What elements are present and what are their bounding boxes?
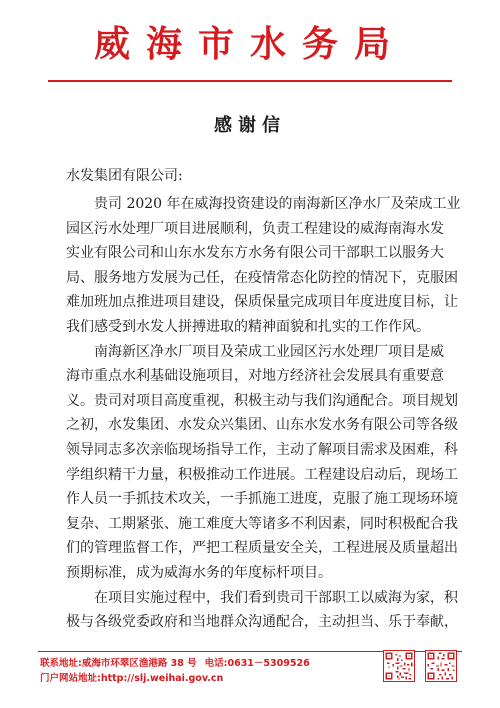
phone-label: 电话: (204, 658, 228, 669)
body-line: 复杂、工期紧张、施工难度大等诸多不利因素，同时积极配合我 (66, 515, 458, 532)
footer-address-row (40, 656, 370, 671)
body-line: 难加班加点推进项目建设，保质保量完成项目年度进度目标，让 (66, 294, 458, 311)
letter-body (66, 192, 461, 635)
letterhead-rule (48, 80, 452, 82)
body-line: 贵司 2020 年在威海投资建设的南海新区净水厂及荣成工业 (94, 196, 461, 212)
footer-website-row (40, 671, 370, 686)
qr-code-icon (383, 650, 415, 682)
body-line: 预期标准，成为威海水务的年度标杆项目。 (66, 564, 332, 581)
salutation: 水发集团有限公司: (66, 168, 183, 184)
body-line: 作人员一手抓技术攻关，一手抓施工进度，克服了施工现场环境 (66, 491, 458, 508)
paragraph-2 (66, 340, 458, 586)
body-line: 我们感受到水发人拼搏进取的精神面貌和扎实的工作作风。 (66, 318, 430, 335)
body-line: 义。贵司对项目高度重视，积极主动与我们沟通配合。项目规划 (66, 392, 458, 409)
paragraph-1 (66, 192, 461, 340)
body-line: 学组织精干力量，积极推动工作进展。工程建设启动后，现场工 (66, 466, 458, 483)
letterhead-organization: 威海市水务局 (93, 23, 406, 65)
website-label: 门户网站地址: (40, 673, 101, 684)
letter-title: 感谢信 (214, 115, 286, 136)
body-line: 在项目实施过程中，我们看到贵司干部职工以威海为家，积 (94, 589, 458, 606)
body-line: 园区污水处理厂项目进展顺利，负责工程建设的威海南海水发 (66, 220, 444, 237)
body-line: 海市重点水利基础设施项目，对地方经济社会发展具有重要意 (66, 368, 444, 385)
body-line: 们的管理监督工作，严把工程质量安全关，工程进展及质量超出 (66, 540, 458, 557)
body-line: 局、服务地方发展为己任，在疫情常态化防控的情况下，克服困 (66, 269, 458, 286)
body-line: 南海新区净水厂项目及荣成工业园区污水处理厂项目是威 (94, 343, 444, 360)
website-link[interactable]: http://slj.weihai.gov.cn (100, 673, 224, 684)
phone-value: 0631－5309526 (227, 658, 310, 669)
paragraph-3 (66, 586, 458, 635)
body-line: 实业有限公司和山东水发东方水务有限公司干部职工以服务大 (66, 245, 444, 262)
address-value: 威海市环翠区渔港路 38 号 (81, 658, 197, 669)
body-line: 领导同志多次亲临现场指导工作，主动了解项目需求及困难，科 (66, 441, 458, 458)
body-line: 极与各级党委政府和当地群众沟通配合，主动担当、乐于奉献， (66, 614, 458, 631)
qr-code-icon (425, 650, 457, 682)
footer-contact (40, 656, 370, 686)
body-line: 之初，水发集团、水发众兴集团、山东水发水务有限公司等各级 (66, 417, 458, 434)
address-label: 联系地址: (40, 658, 82, 669)
